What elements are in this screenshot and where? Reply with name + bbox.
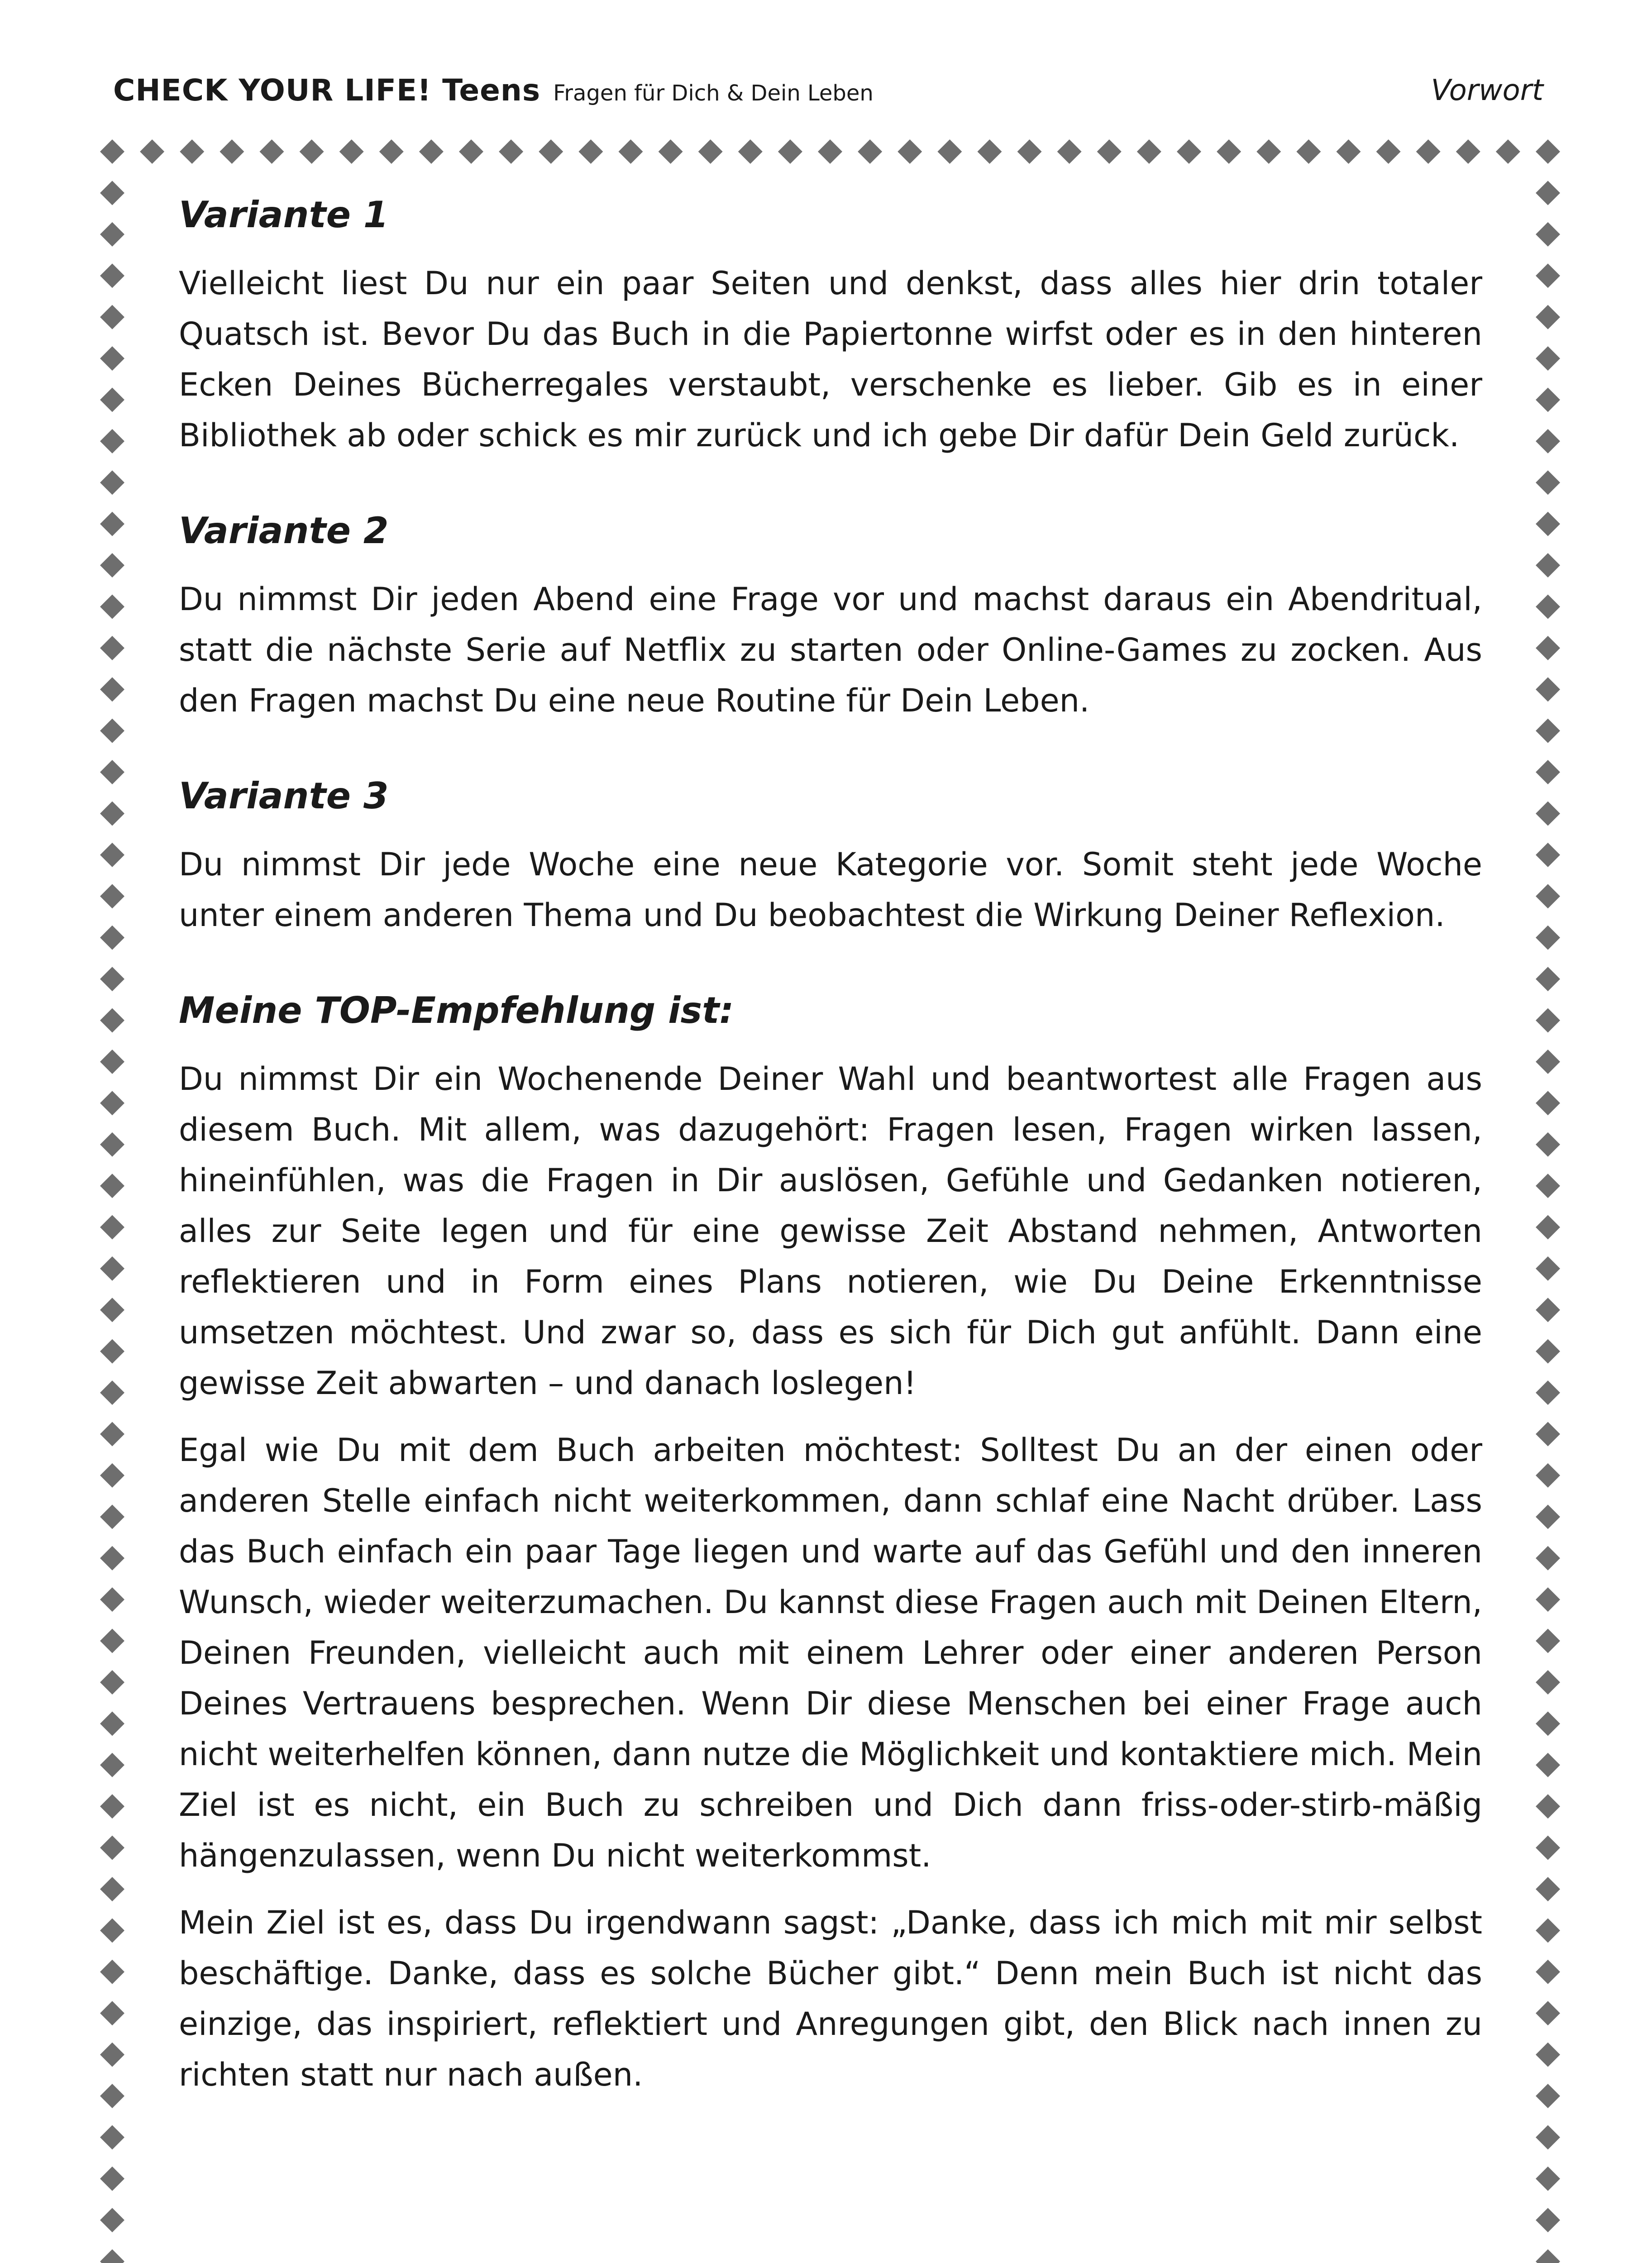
diamond-icon (100, 926, 124, 950)
diamond-icon (100, 2249, 124, 2263)
diamond-icon (100, 1298, 124, 1322)
diamond-icon (618, 139, 643, 164)
diamond-icon (100, 2001, 124, 2025)
diamond-icon (180, 139, 204, 164)
diamond-icon (100, 1132, 124, 1157)
diamond-icon (379, 139, 404, 164)
diamond-icon (1536, 636, 1560, 660)
diamond-icon (1536, 1504, 1560, 1529)
diamond-icon (100, 305, 124, 329)
diamond-icon (100, 139, 124, 164)
diamond-icon (1296, 139, 1321, 164)
diamond-icon (1536, 1670, 1560, 1695)
diamond-icon (1536, 843, 1560, 867)
diamond-icon (1536, 1587, 1560, 1612)
diamond-icon (1456, 139, 1480, 164)
diamond-icon (100, 594, 124, 619)
diamond-icon (1536, 1836, 1560, 1860)
diamond-icon (100, 967, 124, 991)
diamond-icon (100, 801, 124, 826)
diamond-icon (1536, 801, 1560, 826)
diamond-icon (1536, 967, 1560, 991)
diamond-icon (100, 1091, 124, 1115)
paragraph: Du nimmst Dir jede Woche eine neue Kategorie vor. Somit steht jede Woche unter einem anderen Thema und Du beobachtest die Wirkung Deiner Reflexion. (179, 846, 1482, 934)
diamond-icon (1536, 1339, 1560, 1364)
diamond-icon (1536, 719, 1560, 743)
diamond-icon (1536, 594, 1560, 619)
diamond-icon (100, 843, 124, 867)
diamond-icon (100, 1050, 124, 1074)
diamond-icon (1536, 1960, 1560, 1984)
diamond-icon (1536, 2084, 1560, 2108)
diamond-icon (459, 139, 483, 164)
diamond-icon (977, 139, 1002, 164)
diamond-icon (100, 2208, 124, 2232)
diamond-icon (1057, 139, 1082, 164)
diamond-icon (1536, 1091, 1560, 1115)
diamond-icon (1536, 1463, 1560, 1488)
diamond-icon (100, 429, 124, 454)
diamond-icon (100, 181, 124, 205)
diamond-icon (100, 1836, 124, 1860)
diamond-icon (818, 139, 842, 164)
diamond-icon (100, 553, 124, 578)
diamond-icon (100, 2084, 124, 2108)
diamond-icon (100, 222, 124, 247)
book-subtitle: Fragen für Dich & Dein Leben (553, 81, 874, 106)
diamond-icon (100, 512, 124, 536)
section-heading: Variante 3 (179, 775, 389, 817)
diamond-icon (100, 636, 124, 660)
diamond-icon (1536, 1256, 1560, 1281)
diamond-icon (1536, 1546, 1560, 1571)
diamond-icon (100, 1256, 124, 1281)
diamond-icon (100, 1339, 124, 1364)
diamond-icon (659, 139, 683, 164)
diamond-icon (937, 139, 962, 164)
section-heading: Variante 2 (179, 510, 389, 552)
diamond-icon (140, 139, 164, 164)
diamond-icon (1536, 1422, 1560, 1447)
diamond-icon (100, 760, 124, 784)
diamond-icon (1536, 1008, 1560, 1032)
diamond-icon (1536, 222, 1560, 247)
diamond-icon (1496, 139, 1520, 164)
diamond-icon (100, 2043, 124, 2067)
diamond-icon (858, 139, 882, 164)
diamond-icon (499, 139, 523, 164)
diamond-icon (1536, 1918, 1560, 1943)
diamond-icon (1536, 1174, 1560, 1198)
diamond-icon (1536, 1877, 1560, 1901)
diamond-icon (1536, 1132, 1560, 1157)
diamond-icon (100, 2125, 124, 2149)
diamond-icon (259, 139, 284, 164)
diamond-icon (1536, 1298, 1560, 1322)
diamond-icon (100, 1794, 124, 1819)
diamond-icon (1536, 1380, 1560, 1405)
diamond-icon (100, 387, 124, 412)
diamond-icon (1376, 139, 1401, 164)
diamond-icon (100, 1463, 124, 1488)
diamond-icon (898, 139, 922, 164)
diamond-icon (1536, 1711, 1560, 1736)
diamond-icon (1536, 884, 1560, 908)
diamond-icon (100, 263, 124, 288)
paragraph: Mein Ziel ist es, dass Du irgendwann sagst: „Danke, dass ich mich mit mir selbst beschäftige. Danke, dass es solche Bücher gibt.“ Denn mein Buch ist nicht das einzige, das inspiriert, reflektiert und Anregungen gibt, den Blick nach innen zu richten statt nur nach außen. (179, 1904, 1482, 2093)
diamond-icon (1217, 139, 1241, 164)
diamond-icon (1536, 387, 1560, 412)
diamond-icon (1536, 139, 1560, 164)
diamond-icon (1177, 139, 1201, 164)
diamond-icon (100, 1422, 124, 1447)
diamond-icon (1336, 139, 1361, 164)
diamond-icon (1536, 1050, 1560, 1074)
section-variant-3 (179, 771, 1482, 941)
diamond-icon (1536, 2001, 1560, 2025)
diamond-icon (578, 139, 603, 164)
diamond-icon (1536, 429, 1560, 454)
diamond-icon (220, 139, 244, 164)
diamond-icon (100, 1960, 124, 1984)
diamond-icon (1536, 2125, 1560, 2149)
brand-title: CHECK YOUR LIFE! Teens (113, 73, 541, 108)
section-heading: Meine TOP-Empfehlung ist: (179, 989, 734, 1031)
diamond-icon (100, 1711, 124, 1736)
paragraph: Du nimmst Dir ein Wochenende Deiner Wahl und beantwortest alle Fragen aus diesem Buch. Mit allem, was dazugehört: Fragen lesen, Fragen wirken lassen, hineinfühlen, was die Fragen in Dir auslösen, Gefühle und Gedanken notieren, alles zur Seite legen und für eine gewisse Zeit Abstand nehmen, Antworten reflektieren und in Form eines Plans notieren, wie Du Deine Erkenntnisse umsetzen möchtest. Und zwar so, dass es sich für Dich gut anfühlt. Dann eine gewisse Zeit abwarten – und danach loslegen! (179, 1060, 1482, 1402)
paragraph: Du nimmst Dir jeden Abend eine Frage vor und machst daraus ein Abendritual, statt die nächste Serie auf Netflix zu starten oder Online-Games zu zocken. Aus den Fragen machst Du eine neue Routine für Dein Leben. (179, 581, 1482, 719)
diamond-icon (100, 719, 124, 743)
diamond-icon (100, 470, 124, 495)
diamond-icon (100, 1008, 124, 1032)
paragraph: Vielleicht liest Du nur ein paar Seiten und denkst, dass alles hier drin totaler Quatsch ist. Bevor Du das Buch in die Papiertonne wirfst oder es in den hinteren Ecken Deines Bücherregales verstaubt, verschenke es lieber. Gib es in einer Bibliothek ab oder schick es mir zurück und ich gebe Dir dafür Dein Geld zurück. (179, 265, 1482, 454)
diamond-icon (1536, 470, 1560, 495)
diamond-icon (1536, 263, 1560, 288)
section-label: Vorwort (1431, 74, 1543, 107)
diamond-icon (1536, 553, 1560, 578)
diamond-icon (1536, 512, 1560, 536)
diamond-icon (100, 1670, 124, 1695)
section-variant-1 (179, 190, 1482, 461)
diamond-icon (1536, 2208, 1560, 2232)
paragraph: Egal wie Du mit dem Buch arbeiten möchtest: Solltest Du an der einen oder anderen Stelle einfach nicht weiterkommen, dann schlaf eine Nacht drüber. Lass das Buch einfach ein paar Tage liegen und warte auf das Gefühl und den inneren Wunsch, wieder weiterzumachen. Du kannst diese Fragen auch mit Deinen Eltern, Deinen Freunden, vielleicht auch mit einem Lehrer oder einer anderen Person Deines Vertrauens besprechen. Wenn Dir diese Menschen bei einer Frage auch nicht weiterhelfen können, dann nutze die Möglichkeit und kontaktiere mich. Mein Ziel ist es nicht, ein Buch zu schreiben und Dich dann friss-oder-stirb-mäßig hängenzulassen, wenn Du nicht weiterkommst. (179, 1432, 1482, 1874)
diamond-icon (100, 346, 124, 371)
diamond-icon (100, 1587, 124, 1612)
diamond-icon (100, 2167, 124, 2191)
main-content (179, 190, 1482, 2145)
diamond-icon (100, 1380, 124, 1405)
diamond-icon (1536, 346, 1560, 371)
diamond-icon (100, 1753, 124, 1777)
diamond-icon (1097, 139, 1122, 164)
diamond-icon (1536, 926, 1560, 950)
diamond-icon (100, 1504, 124, 1529)
diamond-icon (698, 139, 723, 164)
diamond-icon (100, 1877, 124, 1901)
diamond-icon (1536, 305, 1560, 329)
diamond-icon (1536, 1215, 1560, 1240)
diamond-icon (100, 1215, 124, 1240)
diamond-icon (100, 1546, 124, 1571)
diamond-icon (1416, 139, 1441, 164)
diamond-icon (100, 1174, 124, 1198)
section-top-recommendation (179, 986, 1482, 2100)
diamond-icon (1536, 1794, 1560, 1819)
diamond-icon (100, 1629, 124, 1653)
section-heading: Variante 1 (179, 194, 389, 236)
diamond-icon (300, 139, 324, 164)
diamond-icon (1256, 139, 1281, 164)
diamond-icon (1017, 139, 1042, 164)
diamond-icon (1536, 677, 1560, 702)
diamond-icon (1137, 139, 1161, 164)
diamond-icon (539, 139, 563, 164)
diamond-icon (419, 139, 444, 164)
diamond-icon (1536, 2249, 1560, 2263)
diamond-icon (1536, 181, 1560, 205)
diamond-icon (100, 884, 124, 908)
diamond-icon (1536, 2167, 1560, 2191)
diamond-icon (778, 139, 802, 164)
diamond-icon (100, 1918, 124, 1943)
diamond-icon (1536, 1629, 1560, 1653)
diamond-icon (738, 139, 763, 164)
diamond-icon (100, 677, 124, 702)
diamond-icon (339, 139, 364, 164)
diamond-icon (1536, 2043, 1560, 2067)
diamond-icon (1536, 760, 1560, 784)
section-variant-2 (179, 506, 1482, 726)
diamond-icon (1536, 1753, 1560, 1777)
